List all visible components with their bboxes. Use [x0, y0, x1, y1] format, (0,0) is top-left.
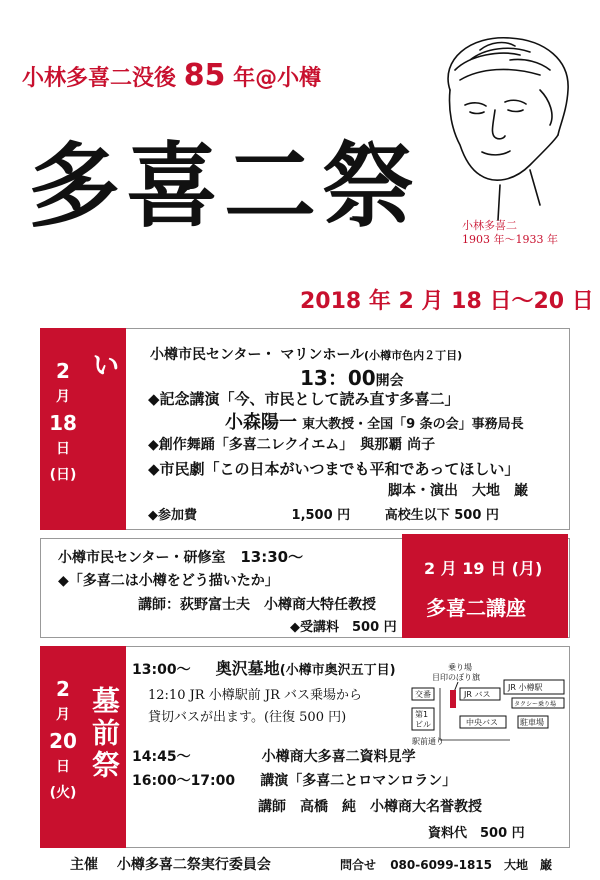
host-name: 小樽多喜二祭実行委員会: [116, 857, 271, 873]
day3-line1: [132, 656, 396, 679]
map-parking: 駐車場: [520, 718, 544, 727]
day3-month-char: 月: [56, 707, 70, 723]
contact-info: 080-6099-1815 大地 巌: [390, 858, 553, 872]
festival-date-range: 2018 年 2 月 18 日〜20 日: [300, 289, 594, 314]
day2-title: 多喜二講座: [426, 596, 526, 620]
day1-fee-label: ◆参加費: [148, 508, 197, 523]
bus-stop-map: [410, 660, 570, 760]
map-dai1: 第1: [415, 710, 429, 719]
day1-item3: ◆市民劇「この日本がいつまでも平和であってほしい」: [148, 460, 520, 478]
day3-time3: 16:00〜17:00: [132, 773, 236, 789]
day3-tab: [40, 646, 126, 848]
day1-item1-speaker-line: [225, 408, 524, 434]
portrait-caption: [462, 219, 558, 247]
subtitle: [22, 58, 321, 93]
map-building: ビル: [415, 720, 431, 729]
day3-event2: 小樽商大多喜二資料見学: [261, 749, 416, 765]
day1-day: 18: [49, 411, 77, 435]
day3-time1: 13:00〜: [132, 662, 191, 678]
map-label-top: 乗り場: [448, 663, 472, 672]
map-chuo-bus: 中央バス: [466, 718, 498, 727]
day2-tab: [402, 534, 568, 638]
day1-item2: ◆創作舞踊「多喜二レクイエム」: [148, 437, 347, 453]
day1-time: [300, 362, 404, 391]
day2-venue-line: [58, 546, 303, 567]
portrait-years: 1903 年〜1933 年: [462, 233, 558, 246]
day1-venue: [150, 344, 462, 364]
day1-fee-line: [148, 504, 499, 523]
day3-place1-address: (小樽市奥沢五丁目): [279, 663, 396, 678]
day1-item1: ◆記念講演「今、市民として読み直す多喜二」: [148, 390, 460, 408]
day1-fee-general: 1,500 円: [291, 508, 351, 523]
day1-fee-student: 高校生以下 500 円: [384, 508, 499, 523]
map-koban: 交番: [415, 690, 431, 699]
day2-venue: 小樽市民センター・研修室: [58, 550, 226, 566]
day1-venue-address: (小樽市色内２丁目): [364, 349, 463, 362]
day1-day-char: 日: [56, 441, 70, 457]
portrait-name: 小林多喜二: [462, 219, 517, 232]
subtitle-suffix: 年@小樽: [233, 66, 322, 91]
day3-day-char: 日: [56, 759, 70, 775]
map-street: 駅前通り: [412, 737, 444, 746]
day1-venue-name: 小樽市民センター・ マリンホール: [150, 347, 365, 363]
subtitle-text: 小林多喜二没後: [22, 66, 177, 91]
host-label: 主催: [70, 857, 98, 873]
day1-speaker: 小森陽一: [225, 412, 297, 433]
day1-time-suffix: 開会: [375, 373, 404, 389]
map-jr-station: JR 小樽駅: [508, 683, 543, 692]
day3-place1: 奥沢墓地: [215, 659, 280, 678]
day2-lecturer: 講師：荻野富士夫 小樽商大特任教授: [138, 597, 376, 613]
day1-month: 2: [56, 359, 70, 383]
day3-month: 2: [56, 677, 70, 701]
day3-lecturer: 講師 高橋 純 小樽商大名誉教授: [258, 799, 482, 815]
day3-line2: [132, 746, 416, 766]
day1-date: [48, 358, 78, 488]
day3-bus2: 貸切バスが出ます。(往復 500 円): [148, 710, 347, 725]
map-jr-bus: JR バス: [464, 690, 491, 699]
day2-date: 2 月 19 日 (月): [424, 559, 543, 578]
flag-marker: [450, 690, 456, 708]
day2-fee: ◆受講料 500 円: [290, 620, 397, 635]
day1-tab: [40, 328, 161, 530]
day1-time-value: 13：00: [300, 366, 376, 390]
day1-speaker-role: 東大教授・全国「9 条の会」事務局長: [302, 417, 524, 432]
day3-title: 墓前祭: [88, 686, 121, 782]
day1-month-char: 月: [56, 389, 70, 405]
day3-bus1: 12:10 JR 小樽駅前 JR バス乗場から: [148, 688, 362, 703]
day1-performer: 與那覇 尚子: [360, 437, 436, 453]
day1-weekday: (日): [49, 467, 77, 483]
footer-host: [70, 854, 271, 874]
day3-day: 20: [49, 729, 77, 753]
anniversary-number: 85: [183, 58, 226, 93]
day1-item3-credit: 脚本・演出 大地 巌: [388, 483, 528, 499]
day1-title: 記念のつどい: [88, 350, 161, 510]
main-title: 多喜二祭: [28, 132, 421, 240]
day1-item2-line: [148, 434, 435, 454]
day3-date: [48, 676, 78, 806]
map-taxi: タクシー乗り場: [514, 701, 557, 708]
day3-event3: 講演「多喜二とロマンロラン」: [260, 773, 457, 789]
map-label-flag: 目印のぼり旗: [432, 673, 480, 682]
day3-line3: [132, 770, 456, 790]
day2-topic: ◆「多喜二は小樽をどう描いたか」: [58, 573, 279, 589]
footer-contact: [340, 856, 552, 873]
day3-weekday: (火): [49, 785, 77, 801]
contact-label: 問合せ: [340, 858, 377, 872]
portrait-sketch: [410, 30, 580, 230]
day2-time: 13:30〜: [240, 548, 304, 566]
day3-fee: 資料代 500 円: [428, 826, 525, 841]
day3-time2: 14:45〜: [132, 749, 191, 765]
